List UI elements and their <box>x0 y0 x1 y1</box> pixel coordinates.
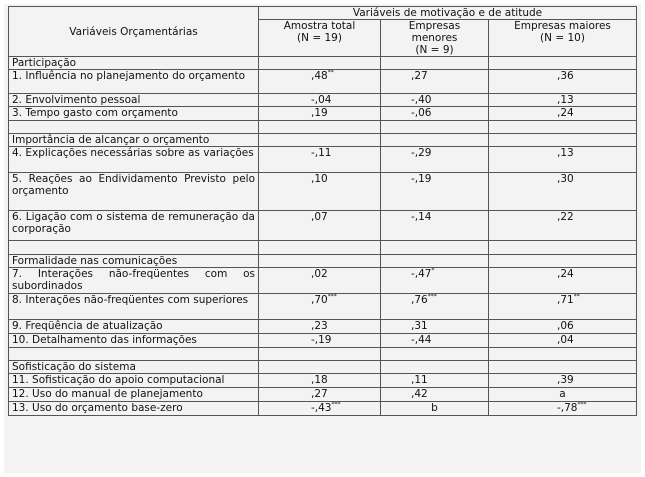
table-row <box>9 402 637 416</box>
value: a <box>559 388 566 400</box>
header-smaller-firms <box>381 20 489 57</box>
value: ,24 <box>557 268 574 280</box>
header-larger-n: (N = 10) <box>540 32 585 44</box>
value-smaller <box>381 173 489 211</box>
table-row <box>9 211 637 241</box>
empty-cell <box>9 348 259 361</box>
value-larger <box>489 294 637 320</box>
empty-cell <box>259 348 381 361</box>
value-smaller <box>381 320 489 334</box>
table-row <box>9 268 637 294</box>
value-total <box>259 268 381 294</box>
value-larger <box>489 388 637 402</box>
value-larger <box>489 320 637 334</box>
value-total <box>259 173 381 211</box>
value: ,04 <box>557 334 574 346</box>
variable-label: 10. Detalhamento das informações <box>9 334 259 348</box>
value: ,24 <box>557 107 574 119</box>
value-smaller <box>381 334 489 348</box>
empty-cell <box>259 121 381 134</box>
value: -,14 <box>411 211 432 223</box>
value: ,36 <box>557 70 574 82</box>
variable-label: 11. Sofisticação do apoio computacional <box>9 374 259 388</box>
header-smaller-label-1: Empresas <box>408 20 461 32</box>
value: -,19 <box>411 173 432 185</box>
header-larger-label: Empresas maiores <box>514 20 611 32</box>
value: ,11 <box>411 374 428 386</box>
value: ,10 <box>311 173 328 185</box>
value: ,70 <box>311 294 328 306</box>
section-row <box>9 361 637 374</box>
empty-cell <box>489 134 637 147</box>
value-smaller <box>381 70 489 94</box>
value: -,06 <box>411 107 432 119</box>
value: -,78 <box>557 402 578 414</box>
value-smaller <box>381 294 489 320</box>
empty-cell <box>381 361 489 374</box>
value-smaller <box>381 268 489 294</box>
spacer-row <box>9 241 637 255</box>
table-row <box>9 70 637 94</box>
empty-cell <box>381 241 489 255</box>
significance: *** <box>427 293 437 300</box>
value: ,07 <box>311 211 328 223</box>
variable-label: 8. Interações não-freqüentes com superiores <box>9 294 259 320</box>
value: ,19 <box>311 107 328 119</box>
value: ,42 <box>411 388 428 400</box>
empty-cell <box>259 255 381 268</box>
value: ,13 <box>557 94 574 106</box>
significance: ** <box>573 293 580 300</box>
empty-cell <box>9 241 259 255</box>
table-container <box>4 4 641 473</box>
significance: *** <box>577 401 587 408</box>
value: ,31 <box>411 320 428 332</box>
value-larger <box>489 402 637 416</box>
variable-label: 2. Envolvimento pessoal <box>9 94 259 107</box>
header-smaller-label-2: menores <box>411 32 458 44</box>
header-smaller-n: (N = 9) <box>415 44 454 56</box>
header-total-sample <box>259 20 381 57</box>
value-smaller <box>381 388 489 402</box>
table-row <box>9 334 637 348</box>
variable-label: 7. Interações não-freqüentes com os subordinados <box>9 268 259 294</box>
value: -,43 <box>311 402 332 414</box>
value-larger <box>489 374 637 388</box>
value-total <box>259 147 381 173</box>
section-row <box>9 57 637 70</box>
value: -,40 <box>411 94 432 106</box>
value-total <box>259 320 381 334</box>
empty-cell <box>9 121 259 134</box>
empty-cell <box>489 241 637 255</box>
value-smaller <box>381 107 489 121</box>
value-smaller <box>381 147 489 173</box>
value: -,47 <box>411 268 432 280</box>
table-row <box>9 173 637 211</box>
value: ,39 <box>557 374 574 386</box>
significance: *** <box>331 401 341 408</box>
value-larger <box>489 334 637 348</box>
variable-label: 9. Freqüência de atualização <box>9 320 259 334</box>
header-larger-firms <box>489 20 637 57</box>
table-body <box>9 57 637 416</box>
value: -,04 <box>311 94 332 106</box>
empty-cell <box>259 361 381 374</box>
table-row <box>9 294 637 320</box>
spacer-row <box>9 121 637 134</box>
correlation-table <box>8 6 637 416</box>
value-smaller <box>381 374 489 388</box>
variable-label: 5. Reações ao Endividamento Previsto pelo orçamento <box>9 173 259 211</box>
empty-cell <box>259 134 381 147</box>
value: ,06 <box>557 320 574 332</box>
value: -,44 <box>411 334 432 346</box>
empty-cell <box>381 255 489 268</box>
value-total <box>259 334 381 348</box>
variable-label: 12. Uso do manual de planejamento <box>9 388 259 402</box>
section-row <box>9 255 637 268</box>
empty-cell <box>381 121 489 134</box>
value: ,48 <box>311 70 328 82</box>
section-title: Importância de alcançar o orçamento <box>9 134 259 147</box>
value-smaller <box>381 402 489 416</box>
value-total <box>259 374 381 388</box>
empty-cell <box>489 361 637 374</box>
value: ,18 <box>311 374 328 386</box>
significance: ** <box>327 69 334 76</box>
value: ,23 <box>311 320 328 332</box>
value-larger <box>489 107 637 121</box>
header-total-n: (N = 19) <box>297 32 342 44</box>
table-row <box>9 374 637 388</box>
section-title: Sofisticação do sistema <box>9 361 259 374</box>
variable-label: 4. Explicações necessárias sobre as variações <box>9 147 259 173</box>
header-budget-variables: Variáveis Orçamentárias <box>9 7 259 57</box>
value-total <box>259 94 381 107</box>
empty-cell <box>489 57 637 70</box>
variable-label: 3. Tempo gasto com orçamento <box>9 107 259 121</box>
empty-cell <box>259 57 381 70</box>
table-row <box>9 94 637 107</box>
value: ,13 <box>557 147 574 159</box>
value-larger <box>489 268 637 294</box>
empty-cell <box>489 255 637 268</box>
value-total <box>259 211 381 241</box>
empty-cell <box>381 348 489 361</box>
value-smaller <box>381 94 489 107</box>
spacer-row <box>9 348 637 361</box>
empty-cell <box>489 121 637 134</box>
value-smaller <box>381 211 489 241</box>
value: ,02 <box>311 268 328 280</box>
empty-cell <box>381 134 489 147</box>
section-title: Formalidade nas comunicações <box>9 255 259 268</box>
value: ,22 <box>557 211 574 223</box>
empty-cell <box>381 57 489 70</box>
section-title: Participação <box>9 57 259 70</box>
value-larger <box>489 70 637 94</box>
header-motivation-group: Variáveis de motivação e de atitude <box>259 7 637 20</box>
significance: * <box>431 267 435 274</box>
value-larger <box>489 211 637 241</box>
significance: *** <box>327 293 337 300</box>
table-row <box>9 320 637 334</box>
value: b <box>431 402 438 414</box>
table-row <box>9 147 637 173</box>
value-larger <box>489 94 637 107</box>
value: -,11 <box>311 147 332 159</box>
variable-label: 13. Uso do orçamento base-zero <box>9 402 259 416</box>
table-row <box>9 107 637 121</box>
value-total <box>259 402 381 416</box>
value: ,27 <box>411 70 428 82</box>
value: ,30 <box>557 173 574 185</box>
value-total <box>259 107 381 121</box>
variable-label: 1. Influência no planejamento do orçamento <box>9 70 259 94</box>
section-row <box>9 134 637 147</box>
empty-cell <box>489 348 637 361</box>
header-total-label: Amostra total <box>283 20 356 32</box>
value: -,29 <box>411 147 432 159</box>
value: -,19 <box>311 334 332 346</box>
value: ,71 <box>557 294 574 306</box>
table-row <box>9 388 637 402</box>
empty-cell <box>259 241 381 255</box>
value: ,27 <box>311 388 328 400</box>
value-larger <box>489 173 637 211</box>
value-total <box>259 388 381 402</box>
value-total <box>259 70 381 94</box>
value-larger <box>489 147 637 173</box>
value-total <box>259 294 381 320</box>
variable-label: 6. Ligação com o sistema de remuneração da corporação <box>9 211 259 241</box>
value: ,76 <box>411 294 428 306</box>
